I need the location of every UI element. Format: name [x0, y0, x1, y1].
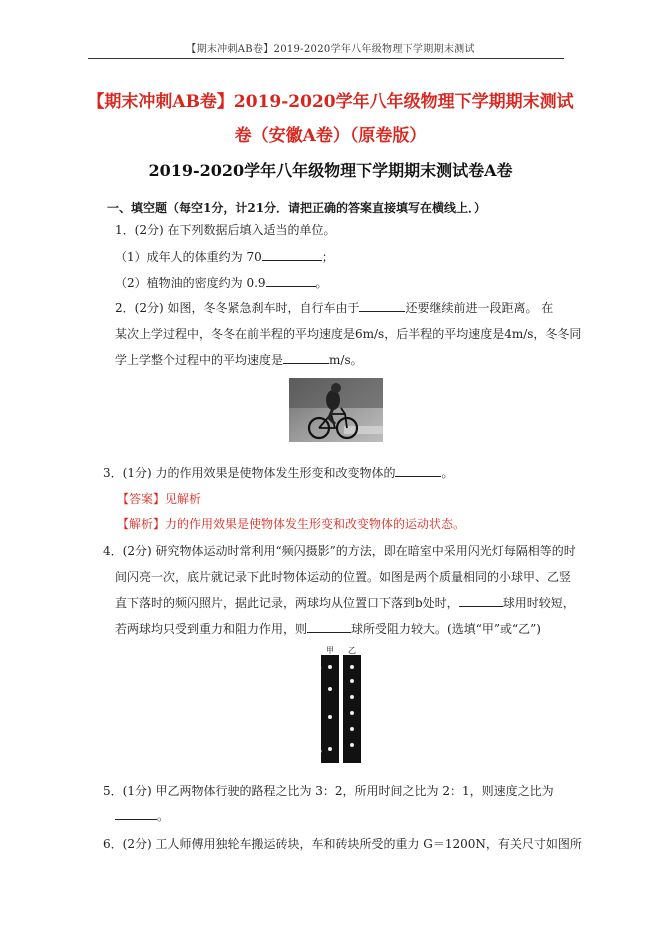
exam-subtitle: 2019-2020学年八年级物理下学期期末测试卷A卷 — [148, 161, 513, 180]
ball-jia-4 — [328, 747, 332, 751]
ball-yi-4 — [350, 711, 354, 715]
running-header: 【期末冲刺AB卷】2019-2020学年八年级物理下学期期末测试 — [186, 44, 475, 55]
q4-line3 — [115, 594, 575, 611]
q1-part2-end: 。 — [315, 276, 328, 290]
strobe-photo-figure — [317, 645, 365, 765]
q4-line1: 4．(2分) 研究物体运动时常利用“频闪摄影”的方法，即在暗室中采用闪光灯每隔相等的时 — [103, 544, 576, 558]
label-jia: 甲 — [326, 646, 334, 655]
q4-line2: 间闪亮一次，底片就记录下此时物体运动的位置。如图是两个质量相同的小球甲、乙竖 — [115, 570, 572, 584]
q1-part1-end: ； — [321, 250, 334, 264]
q2-line3-text: 学上学整个过程中的平均速度是 — [115, 353, 284, 367]
q3-stem-text: 3．(1分) 力的作用效果是使物体发生形变和改变物体的 — [103, 466, 396, 480]
q5-line1: 5．(1分) 甲乙两物体行驶的路程之比为 3：2，所用时间之比为 2：1，则速度之比为 — [103, 784, 554, 798]
label-yi: 乙 — [348, 646, 356, 655]
ball-yi-5 — [350, 727, 354, 731]
q5-blank[interactable] — [115, 808, 157, 820]
q1-part1-blank[interactable] — [262, 249, 322, 261]
bicycle-figure — [289, 378, 383, 442]
q3-analysis: 【解析】力的作用效果是使物体发生形变和改变物体的运动状态。 — [117, 517, 466, 531]
ball-yi-2 — [350, 679, 354, 683]
ball-jia-1 — [328, 665, 332, 669]
ball-yi-6 — [350, 743, 354, 747]
q1-part2-blank[interactable] — [266, 275, 316, 287]
q4-blank1[interactable] — [459, 595, 503, 607]
q1-part2 — [115, 274, 328, 291]
q2-blank2[interactable] — [283, 352, 329, 364]
ball-jia-3 — [328, 715, 332, 719]
q3-stem — [103, 464, 453, 481]
q3-blank[interactable] — [395, 465, 441, 477]
q5-line2-end: 。 — [157, 809, 170, 823]
label-a: a — [318, 664, 322, 671]
ball-jia-2 — [328, 687, 332, 691]
q4-blank2[interactable] — [307, 621, 351, 633]
q3-answer: 【答案】见解析 — [117, 492, 202, 506]
q4-line3-text: 直下落时的频闪照片，据此记录，两球均从位置口下落到b处时， — [115, 596, 459, 610]
q4-line4-end: 球所受阻力较大。(选填“甲”或“乙”) — [351, 622, 541, 636]
q1-stem: 1．(2分) 在下列数据后填入适当的单位。 — [115, 223, 336, 237]
q4-line4 — [115, 620, 541, 637]
q2-blank1[interactable] — [359, 300, 405, 312]
q1-part2-text: （2）植物油的密度约为 0.9 — [115, 276, 266, 290]
q3-stem-end: 。 — [441, 466, 454, 480]
document-title-line2: 卷（安徽A卷）（原卷版） — [234, 126, 427, 146]
header-divider — [88, 58, 564, 59]
q6-line1: 6．(2分) 工人师傅用独轮车搬运砖块，车和砖块所受的重力 G＝1200N，有关尺寸如图所 — [103, 837, 582, 851]
label-b: b — [318, 748, 322, 755]
ball-yi-3 — [350, 695, 354, 699]
strip-jia — [321, 655, 339, 763]
ball-yi-1 — [350, 665, 354, 669]
q4-line4-text: 若两球均只受到重力和阻力作用，则 — [115, 622, 308, 636]
q2-line1-text: 2．(2分) 如图，冬冬紧急刹车时，自行车由于 — [115, 301, 360, 315]
q4-line3-end: 球用时较短， — [502, 596, 575, 610]
q1-part1 — [115, 248, 334, 265]
q2-line1 — [115, 299, 553, 316]
q2-line3-end: m/s。 — [329, 353, 363, 367]
document-title-line1: 【期末冲刺AB卷】2019-2020学年八年级物理下学期期末测试 — [87, 92, 574, 112]
section-heading: 一、填空题（每空1分，计21分．请把正确的答案直接填写在横线上．） — [107, 201, 487, 215]
q5-line2 — [115, 807, 169, 824]
q2-line3 — [115, 351, 363, 368]
q2-line2: 某次上学过程中，冬冬在前半程的平均速度是6m/s，后半程的平均速度是4m/s，冬冬同 — [115, 327, 582, 341]
q1-part1-text: （1）成年人的体重约为 70 — [115, 250, 262, 264]
q2-line1-end: 还要继续前进一段距离。 在 — [405, 301, 554, 315]
